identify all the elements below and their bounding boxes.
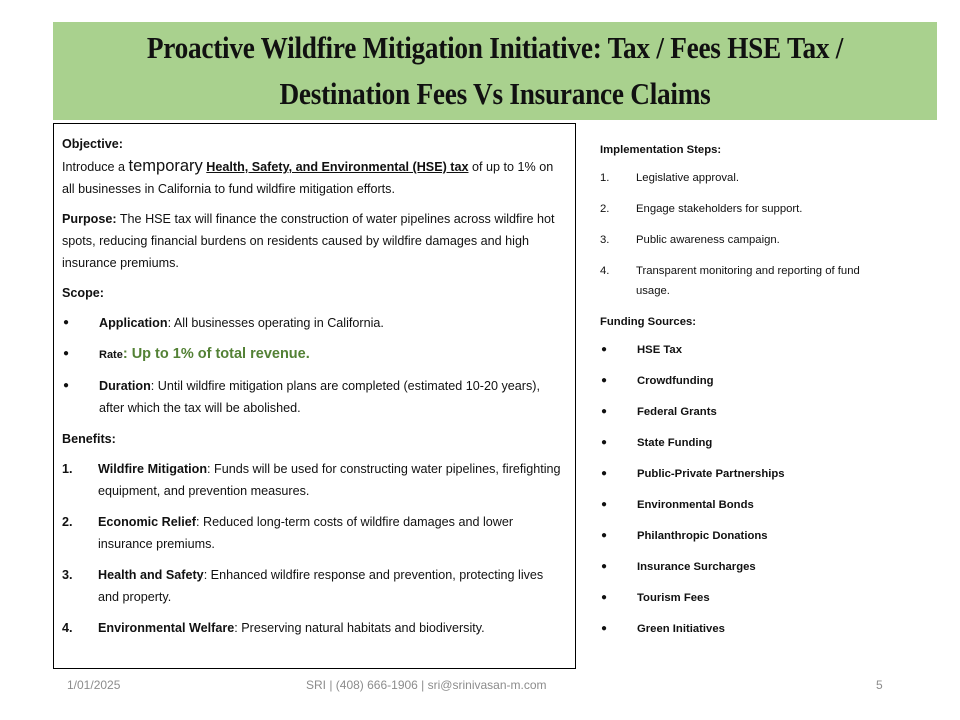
- funding-list: [600, 340, 900, 639]
- funding-item-text: Federal Grants: [637, 406, 717, 418]
- funding-item-text: Insurance Surcharges: [637, 561, 756, 573]
- funding-item: [600, 495, 900, 515]
- scope-item-text: : Up to 1% of total revenue.: [122, 346, 310, 362]
- benefit-item: [62, 511, 567, 555]
- bullet-icon: ●: [601, 499, 608, 510]
- objective-temporary: temporary: [128, 157, 203, 175]
- objective-heading: Objective:: [62, 137, 123, 151]
- objective-intro-prefix: Introduce a: [62, 160, 129, 174]
- benefit-text: : Funds will be used for constructing water pipelines, firefighting equipment, and prevention measures.: [98, 462, 561, 498]
- step-number: 4.: [600, 265, 610, 277]
- benefit-label: Health and Safety: [98, 568, 204, 582]
- step-number: 3.: [600, 234, 610, 246]
- funding-item: [600, 371, 900, 391]
- funding-item-text: HSE Tax: [637, 344, 682, 356]
- funding-item: [600, 526, 900, 546]
- slide-title: Proactive Wildfire Mitigation Initiative: Tax / Fees HSE Tax / Destination Fees Vs Insurance Claims: [146, 30, 844, 111]
- benefit-label: Wildfire Mitigation: [98, 462, 208, 476]
- scope-item-text: : Until wildfire mitigation plans are completed (estimated 10-20 years), after which the tax will be abolished.: [99, 379, 540, 415]
- funding-item-text: State Funding: [637, 437, 713, 449]
- funding-item: [600, 433, 900, 453]
- benefit-number: 3.: [62, 568, 73, 582]
- step-text: Engage stakeholders for support.: [636, 203, 803, 215]
- scope-heading: Scope:: [62, 286, 104, 300]
- benefit-item: [62, 617, 567, 639]
- bullet-icon: ●: [601, 561, 608, 572]
- funding-item: [600, 340, 900, 360]
- funding-item-text: Philanthropic Donations: [637, 530, 768, 542]
- funding-item-text: Crowdfunding: [637, 375, 714, 387]
- bullet-icon: ●: [601, 406, 608, 417]
- step-text: Legislative approval.: [636, 172, 739, 184]
- purpose-section: [62, 208, 567, 274]
- scope-list: [62, 312, 567, 419]
- bullet-icon: ●: [63, 317, 70, 328]
- footer-date: 1/01/2025: [67, 678, 121, 692]
- implementation-list: [600, 168, 900, 301]
- funding-item: [600, 402, 900, 422]
- objective-intro-suffix: of up to 1% on all businesses in California to fund wildfire mitigation efforts.: [62, 160, 554, 196]
- scope-item: [62, 312, 567, 334]
- benefit-text: : Reduced long-term costs of wildfire damages and lower insurance premiums.: [98, 515, 514, 551]
- funding-item-text: Tourism Fees: [637, 592, 710, 604]
- bullet-icon: ●: [63, 348, 70, 359]
- benefit-number: 1.: [62, 462, 73, 476]
- bullet-icon: ●: [601, 530, 608, 541]
- bullet-icon: ●: [601, 437, 608, 448]
- scope-item-label: Application: [99, 316, 168, 330]
- bullet-icon: ●: [601, 375, 608, 386]
- funding-item: [600, 588, 900, 608]
- scope-item-label: Duration: [99, 379, 151, 393]
- step-number: 2.: [600, 203, 610, 215]
- bullet-icon: ●: [601, 468, 608, 479]
- objective-section: [62, 133, 567, 200]
- funding-item: [600, 557, 900, 577]
- scope-item-label: Rate: [99, 349, 123, 361]
- title-banner: [53, 22, 937, 120]
- right-column: [600, 140, 900, 650]
- benefit-number: 4.: [62, 621, 73, 635]
- funding-item-text: Public-Private Partnerships: [637, 468, 785, 480]
- benefit-item: [62, 458, 567, 502]
- benefit-label: Environmental Welfare: [98, 621, 235, 635]
- scope-item: [62, 375, 567, 419]
- step-text: Transparent monitoring and reporting of fund usage.: [636, 265, 860, 297]
- objective-tax-name: Health, Safety, and Environmental (HSE) tax: [206, 160, 469, 174]
- implementation-step: [600, 168, 900, 188]
- benefits-heading: Benefits:: [62, 432, 116, 446]
- benefit-label: Economic Relief: [98, 515, 196, 529]
- funding-item: [600, 619, 900, 639]
- funding-item: [600, 464, 900, 484]
- scope-item: [62, 343, 567, 366]
- implementation-step: [600, 230, 900, 250]
- benefit-text: : Enhanced wildfire response and prevention, protecting lives and property.: [98, 568, 544, 604]
- purpose-text: The HSE tax will finance the construction of water pipelines across wildfire hot spots, reducing financial burdens on residents caused by wildfire damages and high insurance premiums.: [62, 212, 555, 270]
- funding-item-text: Environmental Bonds: [637, 499, 754, 511]
- bullet-icon: ●: [601, 344, 608, 355]
- implementation-step: [600, 261, 900, 301]
- implementation-step: [600, 199, 900, 219]
- bullet-icon: ●: [63, 380, 70, 391]
- funding-item-text: Green Initiatives: [637, 623, 725, 635]
- bullet-icon: ●: [601, 623, 608, 634]
- bullet-icon: ●: [601, 592, 608, 603]
- funding-heading: Funding Sources:: [600, 316, 697, 328]
- proposal-box: [53, 123, 576, 669]
- footer-page-number: 5: [876, 678, 883, 692]
- step-text: Public awareness campaign.: [636, 234, 780, 246]
- benefit-number: 2.: [62, 515, 73, 529]
- footer-contact: SRI | (408) 666-1906 | sri@srinivasan-m.com: [306, 678, 547, 692]
- implementation-heading: Implementation Steps:: [600, 144, 722, 156]
- benefits-list: [62, 458, 567, 639]
- step-number: 1.: [600, 172, 610, 184]
- scope-item-text: : All businesses operating in California.: [167, 316, 384, 330]
- purpose-label: Purpose:: [62, 212, 117, 226]
- benefit-text: : Preserving natural habitats and biodiversity.: [234, 621, 485, 635]
- benefit-item: [62, 564, 567, 608]
